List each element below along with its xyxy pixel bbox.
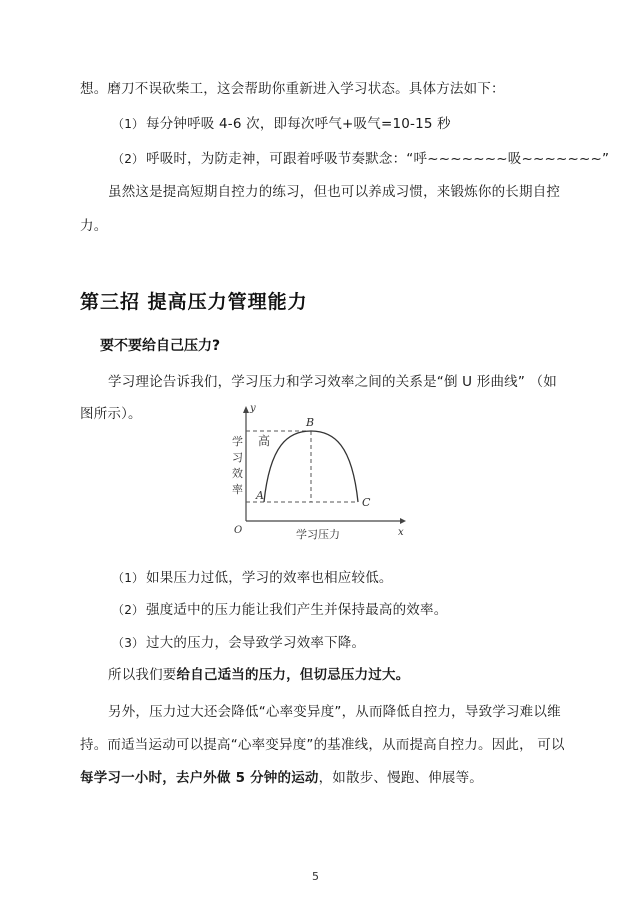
text-line: 持。而适当运动可以提高“心率变异度”的基准线，从而提高自控力。因此， 可以 (80, 737, 565, 753)
list-number: （3） (112, 636, 145, 650)
x-axis-arrow (400, 518, 406, 524)
list-text: 强度适中的压力能让我们产生并保持最高的效率。 (146, 602, 448, 618)
list-number: （1） (112, 117, 145, 131)
list-number: （2） (112, 603, 145, 617)
point-b-label: B (306, 416, 315, 429)
emphasis-bold: 每学习一小时，去户外做 5 分钟的运动 (80, 770, 319, 786)
list-item (112, 112, 451, 132)
list-text: 如果压力过低，学习的效率也相应较低。 (146, 570, 393, 586)
section-subtitle: 要不要给自己压力? (100, 338, 221, 354)
section-title: 第三招 提高压力管理能力 (80, 291, 308, 313)
text-line (80, 766, 483, 786)
list-item (112, 147, 609, 167)
list-text: 每分钟呼吸 4-6 次，即每次呼气+吸气=10-15 秒 (146, 116, 451, 132)
inverted-u-curve-figure (228, 405, 408, 545)
text-line: 图所示）。 (80, 406, 142, 422)
list-number: （1） (112, 571, 145, 585)
conclusion-line (108, 663, 409, 683)
point-c-label: C (362, 496, 371, 509)
list-number: （2） (112, 152, 145, 166)
x-var-label: x (398, 527, 404, 538)
text-line: 学习理论告诉我们，学习压力和学习效率之间的关系是“倒 U 形曲线” （如 (108, 374, 557, 390)
y-label-char: 率 (232, 483, 243, 496)
list-item (112, 566, 393, 586)
point-a-label: A (256, 489, 264, 502)
list-item (112, 631, 365, 651)
y-axis-arrow (243, 406, 249, 413)
x-axis-title: 学习压力 (296, 528, 340, 541)
high-label: 高 (258, 434, 271, 448)
text-line: 另外，压力过大还会降低“心率变异度”，从而降低自控力，导致学习难以维 (108, 704, 561, 720)
list-text: 过大的压力，会导致学习效率下降。 (146, 635, 366, 651)
list-text: 呼吸时，为防走神，可跟着呼吸节奏默念：“呼~~~~~~~吸~~~~~~~” (146, 151, 610, 167)
origin-label: O (234, 525, 243, 536)
conclusion-plain: 所以我们要 (108, 667, 177, 683)
text-line: 虽然这是提高短期自控力的练习，但也可以养成习惯，来锻炼你的长期自控 (108, 184, 561, 200)
y-var-label: y (250, 405, 256, 414)
y-label-char: 效 (232, 467, 243, 480)
text-line: 力。 (80, 218, 108, 234)
text-line: 想。磨刀不误砍柴工，这会帮助你重新进入学习状态。具体方法如下： (80, 81, 505, 97)
y-label-char: 习 (232, 451, 243, 464)
list-item (112, 598, 447, 618)
y-label-char: 学 (232, 435, 243, 448)
figure-svg (228, 405, 408, 545)
conclusion-bold: 给自己适当的压力，但切忌压力过大。 (176, 667, 410, 683)
text-plain: ，如散步、慢跑、伸展等。 (318, 770, 483, 786)
page-number: 5 (312, 870, 319, 883)
